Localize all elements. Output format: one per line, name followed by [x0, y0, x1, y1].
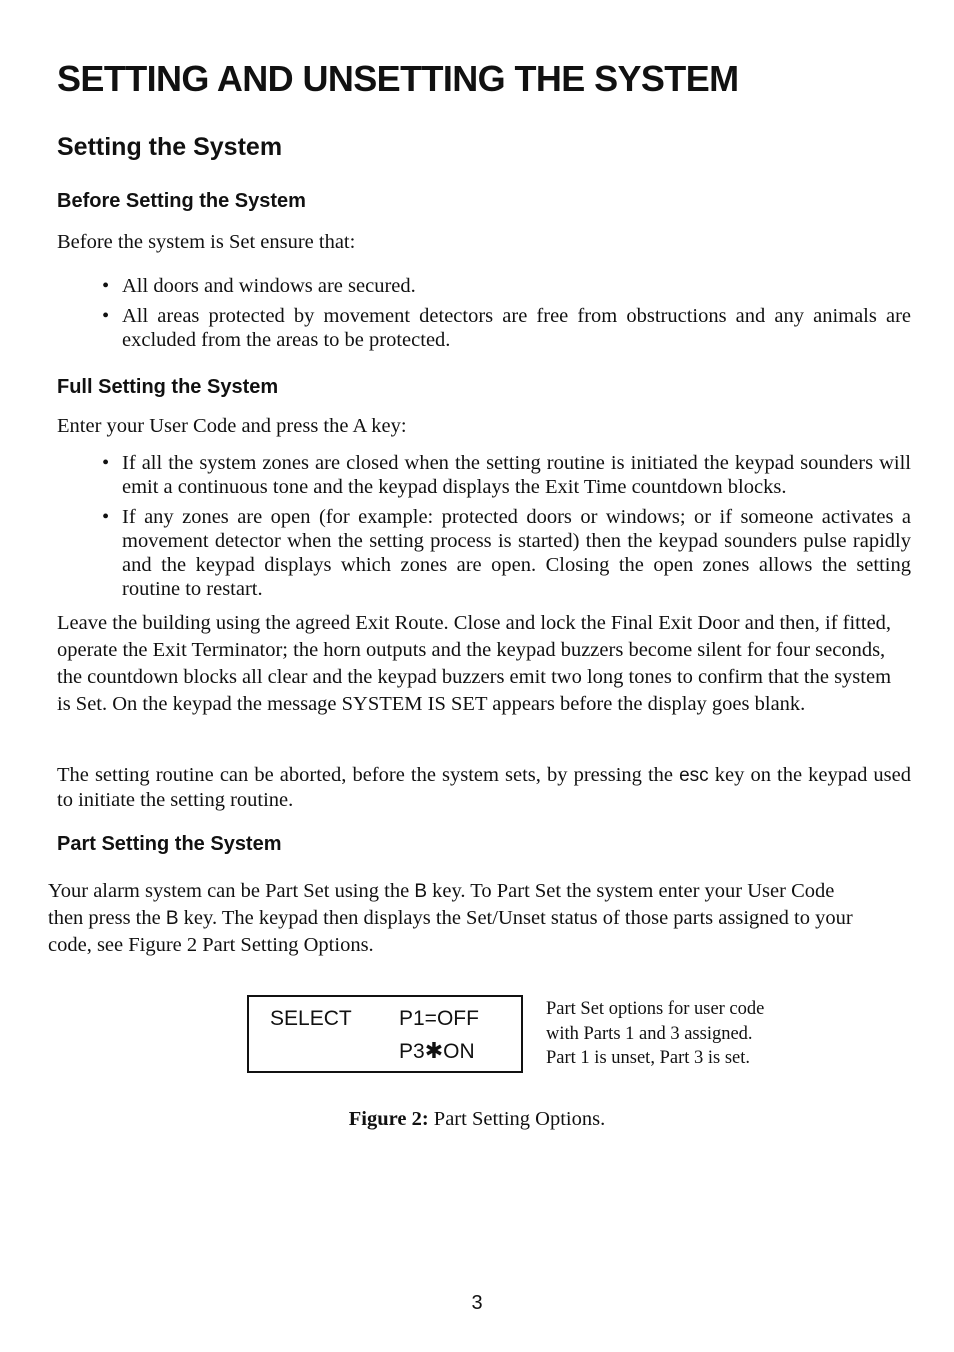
- b-key-label: B: [165, 908, 179, 929]
- section-heading: Setting the System: [57, 133, 283, 161]
- b-key-label: B: [414, 881, 427, 902]
- page-title: SETTING AND UNSETTING THE SYSTEM: [57, 58, 739, 99]
- before-setting-heading: Before Setting the System: [57, 190, 306, 212]
- keypad-display: [247, 995, 523, 1073]
- lcd-part3-status: P3✱ON: [399, 1039, 475, 1064]
- list-item: • If any zones are open (for example: protected doors or windows; or if someone activates a movement detector when the setting process is started) then the keypad sounders pulse rapidly and the keypad displays which zones are open. Closing the open zones allows the setting routine to restart.: [102, 506, 911, 600]
- figure-note: Part Set options for user code with Parts 1 and 3 assigned. Part 1 is unset, Part 3 is set.: [546, 999, 765, 1068]
- lcd-select-text: SELECT: [270, 1007, 352, 1030]
- part-setting-paragraph: Your alarm system can be Part Set using the B key. To Part Set the system enter your User Code then press the B key. The keypad then displays the Set/Unset status of those parts assigned to your code, see Figure 2 Part Setting Options.: [48, 880, 853, 956]
- figure-caption: Figure 2: Part Setting Options.: [348, 1108, 606, 1130]
- esc-key-label: esc: [679, 765, 709, 786]
- list-item: • All areas protected by movement detectors are free from obstructions and any animals are excluded from the areas to be protected.: [102, 305, 911, 351]
- part-setting-heading: Part Setting the System: [57, 833, 282, 855]
- full-setting-intro: Enter your User Code and press the A key:: [57, 415, 407, 437]
- list-item: • If all the system zones are closed when the setting routine is initiated the keypad sounders will emit a continuous tone and the keypad displays the Exit Time countdown blocks.: [102, 452, 911, 498]
- list-item: • All doors and windows are secured.: [102, 275, 416, 297]
- before-setting-list: [57, 274, 911, 358]
- page-number: 3: [471, 1292, 483, 1314]
- abort-paragraph: The setting routine can be aborted, before the system sets, by pressing the esc key on the keypad used to initiate the setting routine.: [57, 764, 911, 811]
- full-setting-heading: Full Setting the System: [57, 376, 279, 398]
- leave-building-paragraph: Leave the building using the agreed Exit Route. Close and lock the Final Exit Door and then, if fitted, operate the Exit Terminator; the horn outputs and the keypad buzzers become silent for four seconds, the countdown blocks all clear and the keypad buzzers emit two long tones to confirm that the system is Set. On the keypad the message SYSTEM IS SET appears before the display goes blank.: [57, 612, 892, 715]
- asterisk-icon: ✱: [424, 1039, 444, 1064]
- full-setting-list: [57, 451, 911, 607]
- before-setting-intro: Before the system is Set ensure that:: [57, 231, 356, 253]
- lcd-part1-status: P1=OFF: [399, 1007, 479, 1030]
